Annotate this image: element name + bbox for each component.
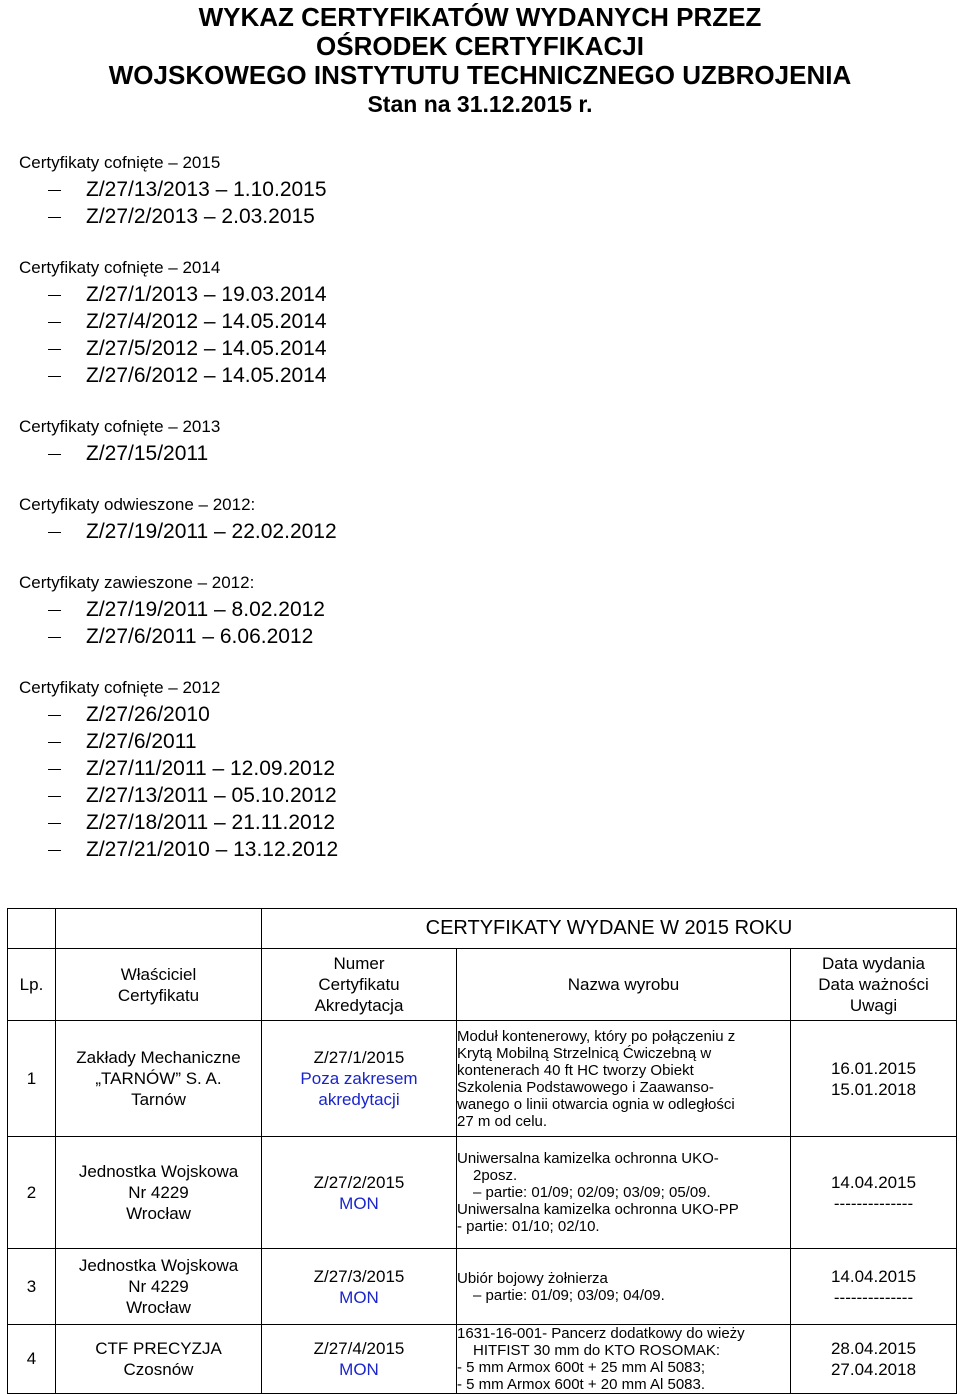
row-owner: Jednostka Wojskowa Nr 4229 Wrocław xyxy=(56,1137,262,1249)
entry-text: Z/27/6/2011 xyxy=(86,730,197,753)
table-row xyxy=(8,1137,957,1249)
dash-bullet-icon xyxy=(48,796,61,797)
row-lp: 4 xyxy=(8,1325,56,1394)
entry-text: Z/27/6/2011 – 6.06.2012 xyxy=(86,625,314,648)
section-entries xyxy=(19,176,919,230)
entry-text: Z/27/6/2012 – 14.05.2014 xyxy=(86,364,327,387)
title-line-2: OŚRODEK CERTYFIKACJI xyxy=(316,31,644,61)
entry-text: Z/27/13/2011 – 05.10.2012 xyxy=(86,784,337,807)
row-owner: CTF PRECYZJA Czosnów xyxy=(56,1325,262,1394)
certificates-2015-table xyxy=(7,908,957,1394)
dash-bullet-icon xyxy=(48,742,61,743)
dash-bullet-icon xyxy=(48,217,61,218)
list-item xyxy=(19,281,919,308)
list-item xyxy=(19,176,919,203)
list-item xyxy=(19,728,919,755)
row-certificate-number: Z/27/2/2015 MON xyxy=(262,1137,457,1249)
dash-bullet-icon xyxy=(48,769,61,770)
entry-text: Z/27/15/2011 xyxy=(86,442,209,465)
section-title: Certyfikaty zawieszone – 2012: xyxy=(19,573,255,592)
row-certificate-number: Z/27/1/2015 Poza zakresem akredytacji xyxy=(262,1021,457,1137)
section xyxy=(19,675,919,863)
document-header xyxy=(0,3,960,119)
entry-text: Z/27/11/2011 – 12.09.2012 xyxy=(86,757,336,780)
entry-text: Z/27/2/2013 – 2.03.2015 xyxy=(86,205,315,228)
row-product-name: Ubiór bojowy żołnierza – partie: 01/09; 03/09; 04/09. xyxy=(457,1249,791,1325)
dash-bullet-icon xyxy=(48,532,61,533)
table-row xyxy=(8,1249,957,1325)
section-entries xyxy=(19,701,919,863)
list-item xyxy=(19,701,919,728)
section xyxy=(19,492,919,545)
list-item xyxy=(19,308,919,335)
table-row xyxy=(8,1021,957,1137)
list-item xyxy=(19,440,919,467)
list-item xyxy=(19,518,919,545)
section-title: Certyfikaty cofnięte – 2014 xyxy=(19,258,221,277)
section-title: Certyfikaty cofnięte – 2012 xyxy=(19,678,221,697)
entry-text: Z/27/19/2011 – 22.02.2012 xyxy=(86,520,337,543)
dash-bullet-icon xyxy=(48,610,61,611)
title-line-1: WYKAZ CERTYFIKATÓW WYDANYCH PRZEZ xyxy=(198,2,762,32)
entry-text: Z/27/21/2010 – 13.12.2012 xyxy=(86,838,339,861)
section-entries xyxy=(19,518,919,545)
dash-bullet-icon xyxy=(48,349,61,350)
row-lp: 1 xyxy=(8,1021,56,1137)
header-lp: Lp. xyxy=(8,949,56,1021)
row-dates: 28.04.2015 27.04.2018 xyxy=(791,1325,957,1394)
table-row xyxy=(8,1325,957,1394)
title-line-3: WOJSKOWEGO INSTYTUTU TECHNICZNEGO UZBROJENIA xyxy=(108,60,852,90)
dash-bullet-icon xyxy=(48,376,61,377)
entry-text: Z/27/1/2013 – 19.03.2014 xyxy=(86,283,327,306)
section xyxy=(19,150,919,230)
row-certificate-number: Z/27/4/2015 MON xyxy=(262,1325,457,1394)
header-owner: Właściciel Certyfikatu xyxy=(56,949,262,1021)
entry-text: Z/27/19/2011 – 8.02.2012 xyxy=(86,598,325,621)
section-entries xyxy=(19,440,919,467)
list-item xyxy=(19,782,919,809)
list-item xyxy=(19,809,919,836)
section xyxy=(19,255,919,389)
dash-bullet-icon xyxy=(48,295,61,296)
list-item xyxy=(19,362,919,389)
row-product-name: Uniwersalna kamizelka ochronna UKO- 2posz. – partie: 01/09; 02/09; 03/09; 05/09. Uniwersalna kamizelka ochronna UKO-PP - partie: 01/10; 02/10. xyxy=(457,1137,791,1249)
dash-bullet-icon xyxy=(48,637,61,638)
header-dates: Data wydania Data ważności Uwagi xyxy=(791,949,957,1021)
header-number: Numer Certyfikatu Akredytacja xyxy=(262,949,457,1021)
row-product-name: Moduł kontenerowy, który po połączeniu z Krytą Mobilną Strzelnicą Ćwiczebną w kontenerach 40 ft HC tworzy Obiekt Szkolenia Podstawowego i Zaawanso- wanego o linii otwarcia ognia w odległości 27 m od celu. xyxy=(457,1021,791,1137)
list-item xyxy=(19,836,919,863)
dash-bullet-icon xyxy=(48,715,61,716)
row-product-name: 1631-16-001- Pancerz dodatkowy do wieży HITFIST 30 mm do KTO ROSOMAK: - 5 mm Armox 600t + 25 mm Al 5083; - 5 mm Armox 600t + 20 mm Al 5083. xyxy=(457,1325,791,1394)
dash-bullet-icon xyxy=(48,850,61,851)
entry-text: Z/27/13/2013 – 1.10.2015 xyxy=(86,178,327,201)
dash-bullet-icon xyxy=(48,823,61,824)
section xyxy=(19,414,919,467)
entry-text: Z/27/18/2011 – 21.11.2012 xyxy=(86,811,336,834)
entry-text: Z/27/5/2012 – 14.05.2014 xyxy=(86,337,327,360)
list-item xyxy=(19,335,919,362)
section-entries xyxy=(19,596,919,650)
row-dates: 16.01.2015 15.01.2018 xyxy=(791,1021,957,1137)
dash-bullet-icon xyxy=(48,454,61,455)
dash-bullet-icon xyxy=(48,322,61,323)
row-dates: 14.04.2015 -------------- xyxy=(791,1249,957,1325)
table-title: CERTYFIKATY WYDANE W 2015 ROKU xyxy=(262,909,957,949)
dash-bullet-icon xyxy=(48,190,61,191)
entry-text: Z/27/26/2010 xyxy=(86,703,210,726)
list-item xyxy=(19,623,919,650)
row-owner: Jednostka Wojskowa Nr 4229 Wrocław xyxy=(56,1249,262,1325)
section xyxy=(19,570,919,650)
list-item xyxy=(19,596,919,623)
section-entries xyxy=(19,281,919,389)
header-product: Nazwa wyrobu xyxy=(457,949,791,1021)
list-item xyxy=(19,755,919,782)
row-lp: 2 xyxy=(8,1137,56,1249)
list-item xyxy=(19,203,919,230)
section-title: Certyfikaty cofnięte – 2013 xyxy=(19,417,221,436)
row-owner: Zakłady Mechaniczne „TARNÓW” S. A. Tarnów xyxy=(56,1021,262,1137)
status-date: Stan na 31.12.2015 r. xyxy=(367,91,593,117)
certificate-status-sections xyxy=(19,150,919,888)
row-lp: 3 xyxy=(8,1249,56,1325)
row-dates: 14.04.2015 -------------- xyxy=(791,1137,957,1249)
section-title: Certyfikaty cofnięte – 2015 xyxy=(19,153,221,172)
row-certificate-number: Z/27/3/2015 MON xyxy=(262,1249,457,1325)
section-title: Certyfikaty odwieszone – 2012: xyxy=(19,495,256,514)
entry-text: Z/27/4/2012 – 14.05.2014 xyxy=(86,310,327,333)
